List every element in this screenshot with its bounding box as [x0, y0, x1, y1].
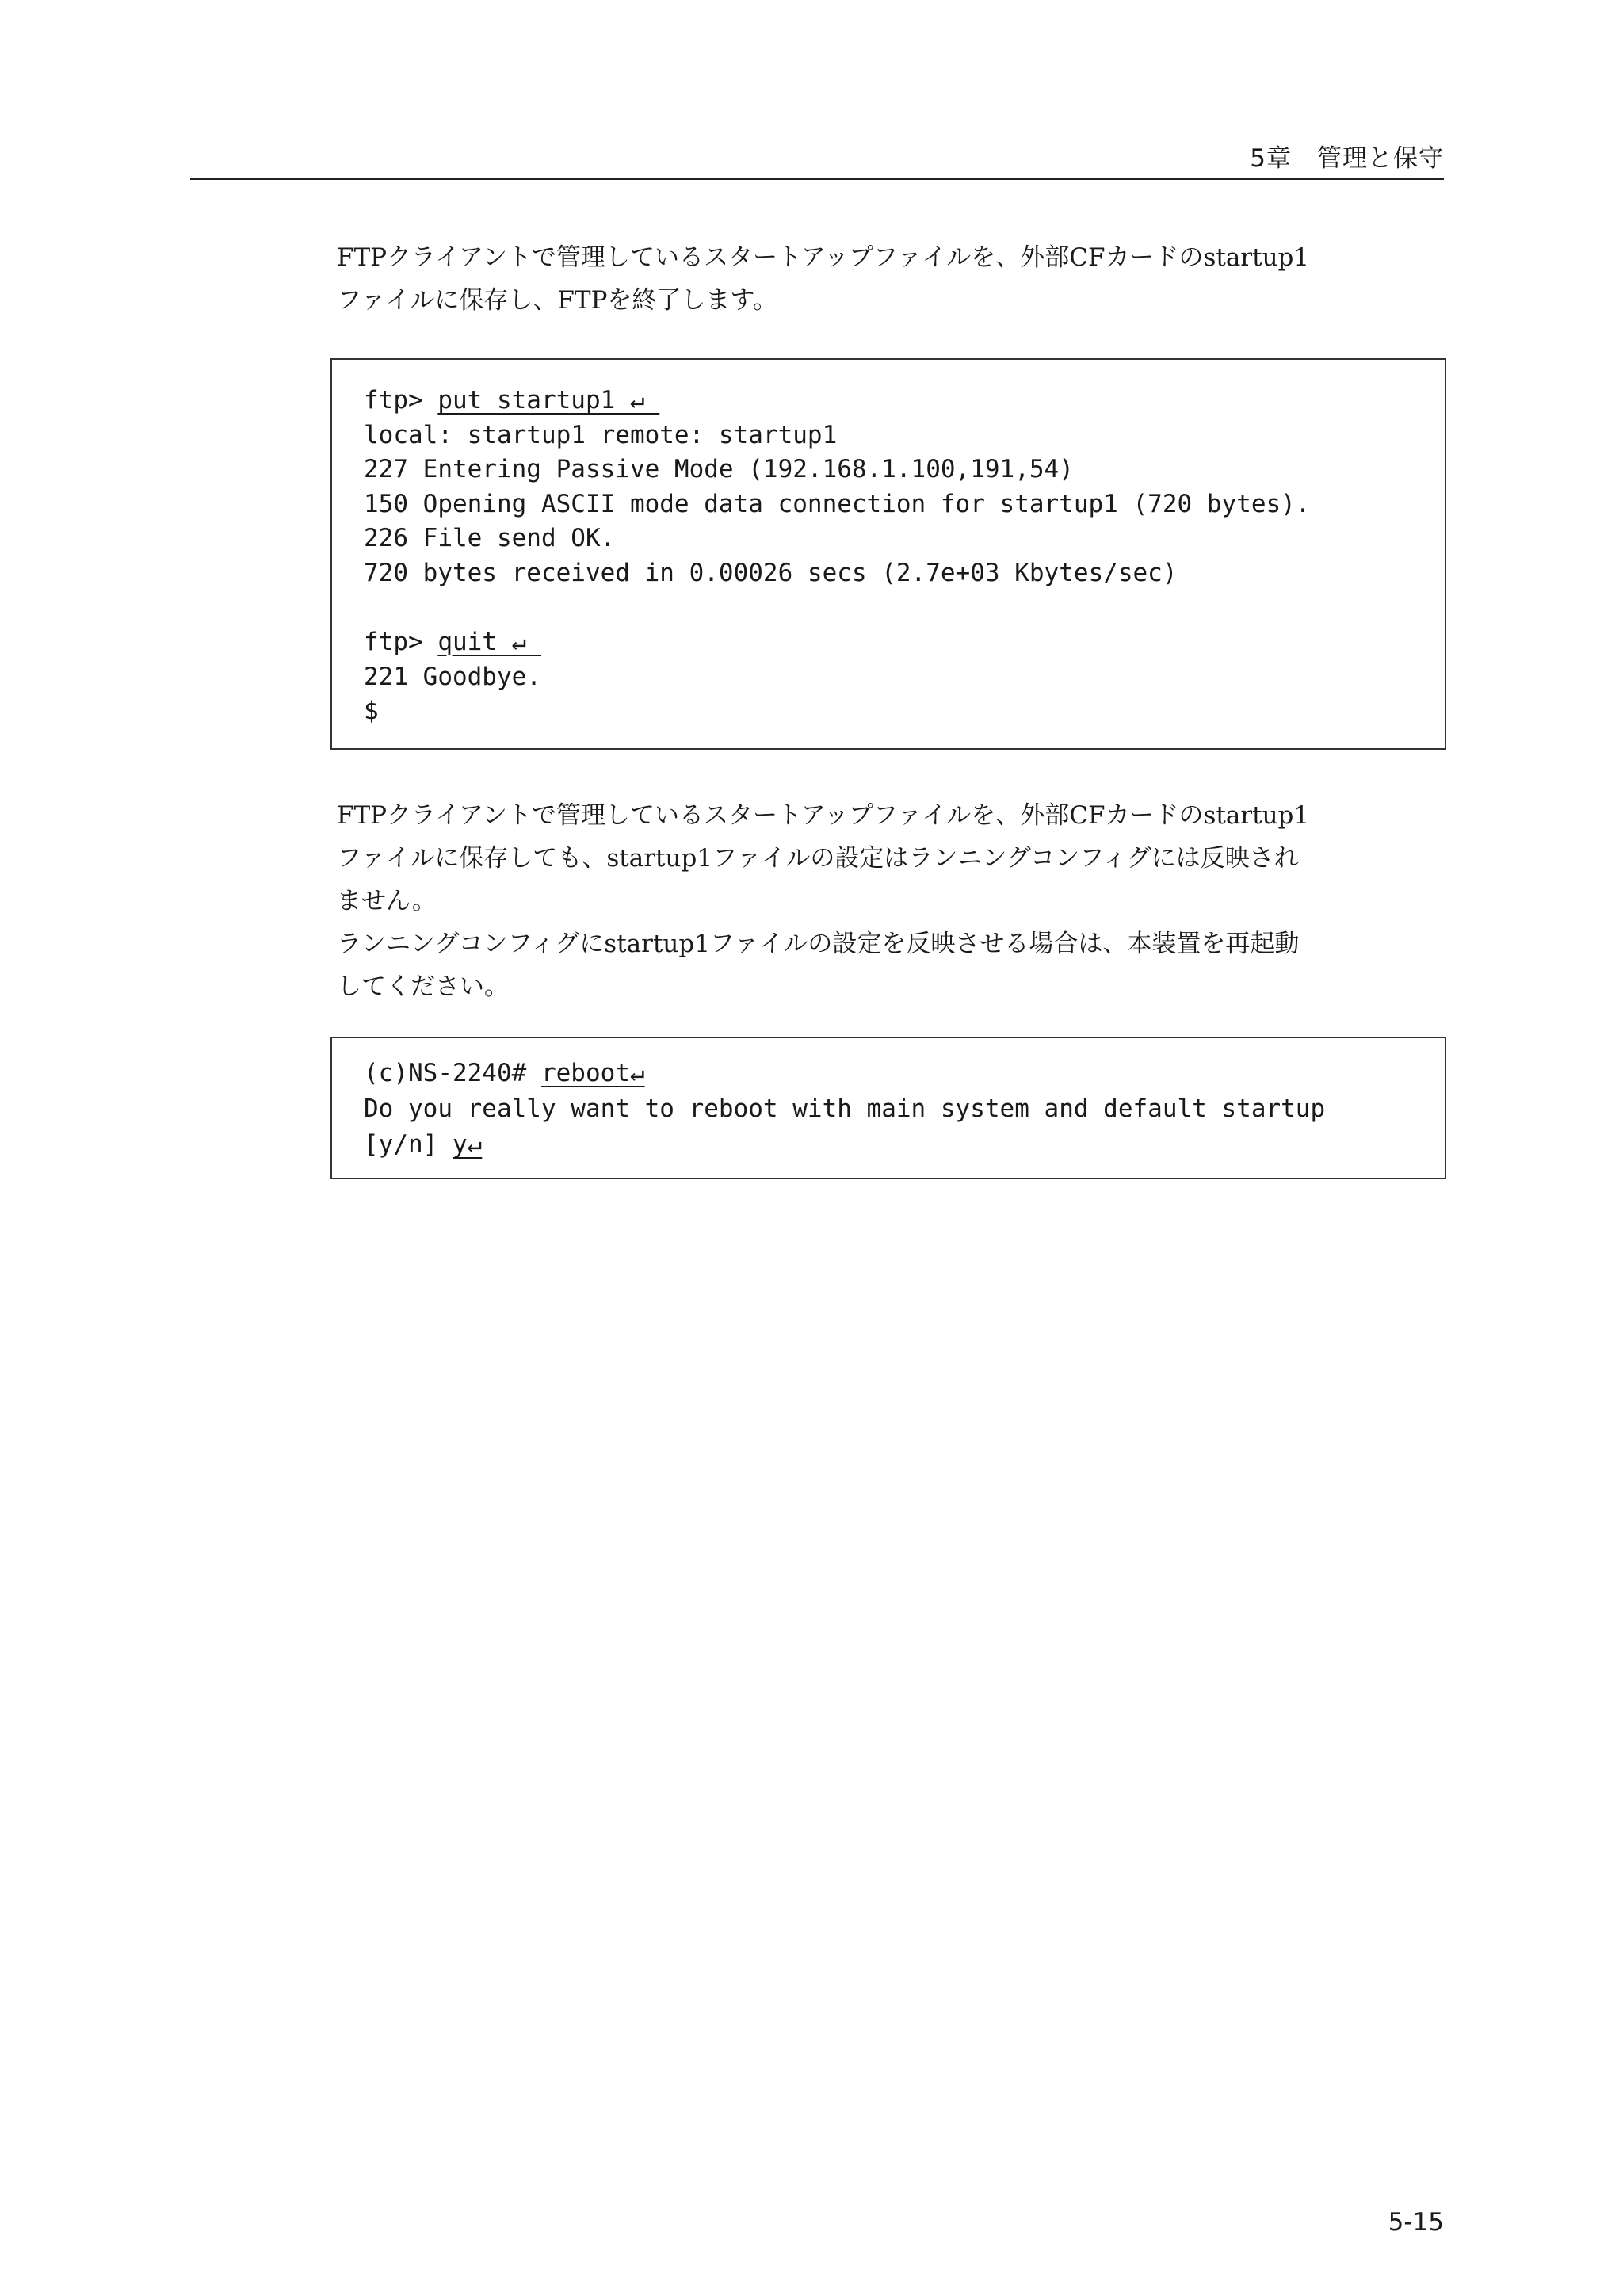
- paragraph-line: ません。: [337, 887, 437, 915]
- explanation-paragraph: [337, 794, 1446, 1008]
- page-number: 5-15: [1388, 2208, 1444, 2237]
- terminal-line: [364, 1127, 482, 1162]
- paragraph-line: FTPクライアントで管理しているスタートアップファイルを、外部CFカードのstartup1: [337, 243, 1310, 272]
- terminal-prompt: ftp>: [364, 386, 438, 415]
- user-command: y↵: [452, 1130, 483, 1159]
- reboot-terminal-box: [330, 1037, 1446, 1179]
- paragraph-line: ファイルに保存し、FTPを終了します。: [337, 286, 777, 315]
- terminal-prompt: (c)NS-2240#: [364, 1059, 541, 1087]
- user-command: quit ↵: [437, 628, 541, 656]
- terminal-line: 221 Goodbye.: [364, 663, 541, 691]
- terminal-prompt: [y/n]: [364, 1130, 453, 1159]
- terminal-line: local: startup1 remote: startup1: [364, 421, 838, 449]
- user-command: put startup1 ↵: [437, 386, 660, 415]
- terminal-line: 720 bytes received in 0.00026 secs (2.7e+03 Kbytes/sec): [364, 559, 1178, 587]
- paragraph-line: してください。: [337, 972, 509, 1001]
- paragraph-line: FTPクライアントで管理しているスタートアップファイルを、外部CFカードのstartup1: [337, 801, 1310, 830]
- terminal-prompt: ftp>: [364, 628, 438, 656]
- terminal-line: [364, 383, 659, 418]
- ftp-terminal-box: [330, 358, 1446, 750]
- terminal-line: 150 Opening ASCII mode data connection for startup1 (720 bytes).: [364, 490, 1311, 518]
- chapter-title: 5章 管理と保守: [1250, 144, 1444, 173]
- terminal-line: 227 Entering Passive Mode (192.168.1.100,191,54): [364, 455, 1074, 483]
- terminal-line: 226 File send OK.: [364, 524, 616, 552]
- paragraph-line: ランニングコンフィグにstartup1ファイルの設定を反映させる場合は、本装置を再起動: [337, 930, 1300, 958]
- page-header: [190, 135, 1444, 180]
- terminal-line: [364, 625, 541, 659]
- user-command: reboot↵: [540, 1059, 645, 1087]
- terminal-line: $: [364, 697, 379, 725]
- terminal-line: Do you really want to reboot with main system and default startup: [364, 1095, 1326, 1123]
- intro-paragraph: [337, 236, 1446, 322]
- terminal-line: [364, 1056, 645, 1091]
- paragraph-line: ファイルに保存しても、startup1ファイルの設定はランニングコンフィグには反映され: [337, 844, 1299, 873]
